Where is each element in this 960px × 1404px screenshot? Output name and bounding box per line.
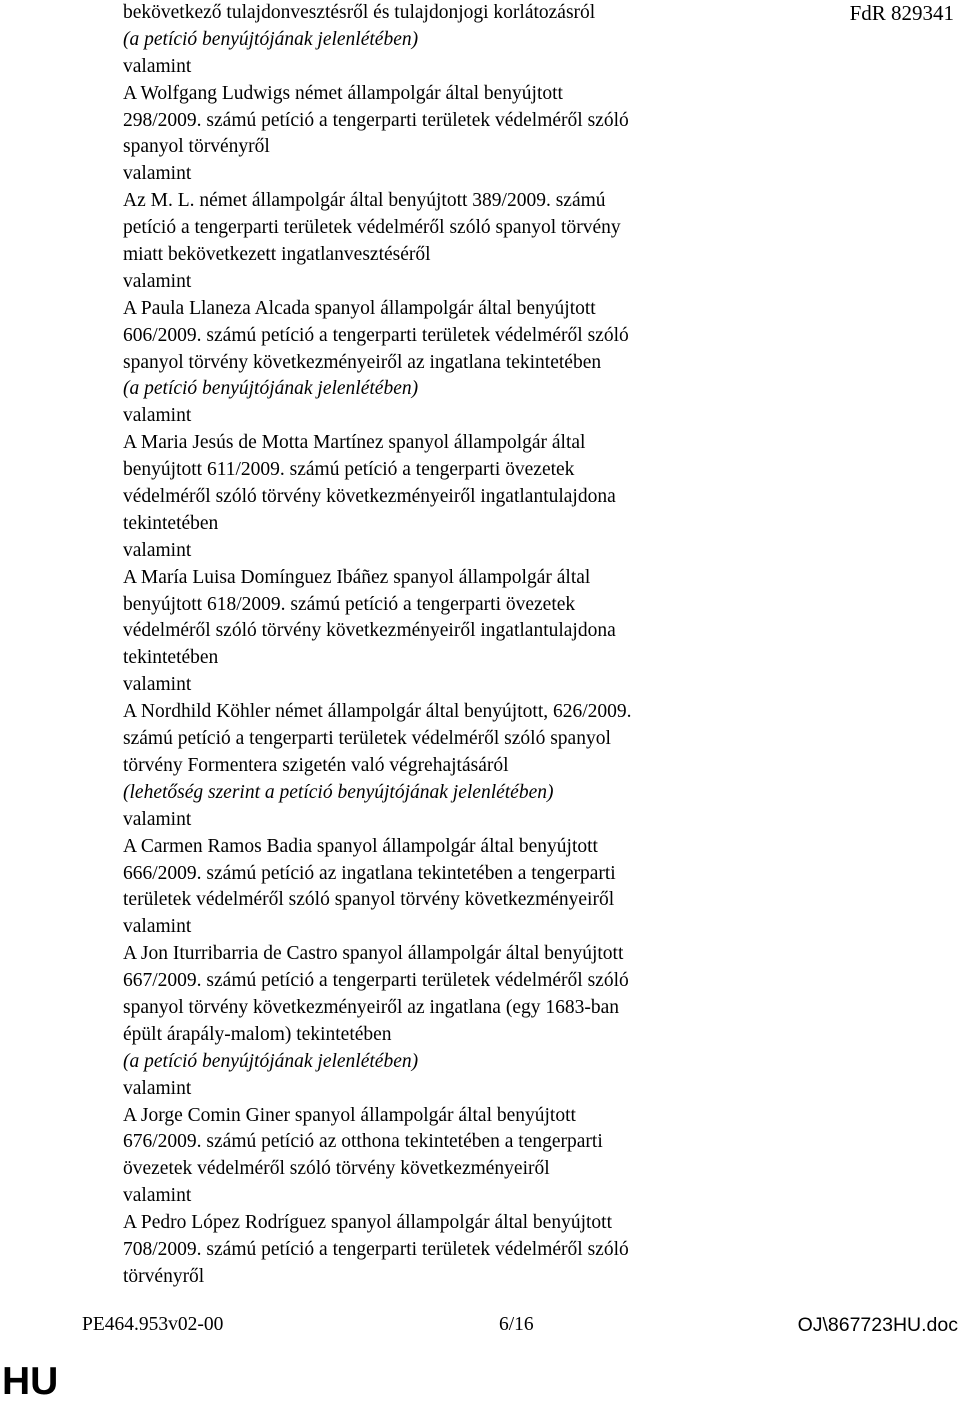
footer-page-number: 6/16 xyxy=(499,1314,534,1335)
body-line: számú petíció a tengerparti területek védelméről szóló spanyol xyxy=(123,728,611,750)
language-code: HU xyxy=(2,1360,59,1403)
body-line: övezetek védelméről szóló törvény következményeiről xyxy=(123,1158,550,1180)
body-line: valamint xyxy=(123,1077,192,1099)
body-line: benyújtott 618/2009. számú petíció a tengerparti övezetek xyxy=(123,593,576,615)
body-line: petíció a tengerparti területek védelméről szóló spanyol törvény xyxy=(123,217,621,239)
body-line: valamint xyxy=(123,1185,192,1207)
body-line: A Pedro López Rodríguez spanyol állampolgár által benyújtott xyxy=(123,1212,613,1234)
body-line: törvényről xyxy=(123,1265,205,1287)
body-line: valamint xyxy=(123,163,192,185)
body-line: Az M. L. német állampolgár által benyújtott 389/2009. számú xyxy=(123,190,606,212)
body-line: területek védelméről szóló spanyol törvény következményeiről xyxy=(123,889,615,911)
italic-note-line: (lehetőség szerint a petíció benyújtójának jelenlétében) xyxy=(123,781,554,803)
body-line: valamint xyxy=(123,539,192,561)
body-line: 606/2009. számú petíció a tengerparti területek védelméről szóló xyxy=(123,324,629,346)
body-line: A María Luisa Domínguez Ibáñez spanyol állampolgár által xyxy=(123,566,591,588)
body-line: valamint xyxy=(123,916,192,938)
body-line: spanyol törvény következményeiről az ingatlana tekintetében xyxy=(123,351,602,373)
body-line: tekintetében xyxy=(123,512,219,534)
body-line: miatt bekövetkezett ingatlanvesztéséről xyxy=(123,244,431,266)
italic-note-line: (a petíció benyújtójának jelenlétében) xyxy=(123,1050,419,1072)
italic-note-line: (a petíció benyújtójának jelenlétében) xyxy=(123,28,419,50)
body-line: valamint xyxy=(123,55,192,77)
italic-note-line: (a petíció benyújtójának jelenlétében) xyxy=(123,378,419,400)
body-line: valamint xyxy=(123,808,192,830)
body-line: valamint xyxy=(123,270,192,292)
body-line: A Carmen Ramos Badia spanyol állampolgár által benyújtott xyxy=(123,835,598,857)
body-line: tekintetében xyxy=(123,647,219,669)
body-line: A Jon Iturribarria de Castro spanyol állampolgár által benyújtott xyxy=(123,943,624,965)
document-body xyxy=(123,0,743,1291)
body-line: 666/2009. számú petíció az ingatlana tekintetében a tengerparti xyxy=(123,862,616,884)
body-line: védelméről szóló törvény következményeiről ingatlantulajdona xyxy=(123,486,616,508)
body-line: védelméről szóló törvény következményeiről ingatlantulajdona xyxy=(123,620,616,642)
document-reference: FdR 829341 xyxy=(849,1,954,25)
footer-doc-code: PE464.953v02-00 xyxy=(82,1314,224,1335)
body-line: A Paula Llaneza Alcada spanyol állampolgár által benyújtott xyxy=(123,297,596,319)
body-line: A Nordhild Köhler német állampolgár által benyújtott, 626/2009. xyxy=(123,701,632,723)
body-line: spanyol törvény következményeiről az ingatlana (egy 1683-ban xyxy=(123,996,619,1018)
body-line: 708/2009. számú petíció a tengerparti területek védelméről szóló xyxy=(123,1238,629,1260)
body-line: benyújtott 611/2009. számú petíció a tengerparti övezetek xyxy=(123,459,575,481)
footer-file-name: OJ\867723HU.doc xyxy=(797,1314,958,1336)
body-line: épült árapály-malom) tekintetében xyxy=(123,1023,392,1045)
body-line: 676/2009. számú petíció az otthona tekintetében a tengerparti xyxy=(123,1131,603,1153)
body-line: A Jorge Comin Giner spanyol állampolgár által benyújtott xyxy=(123,1104,576,1126)
body-line: spanyol törvényről xyxy=(123,136,270,158)
body-line: A Maria Jesús de Motta Martínez spanyol állampolgár által xyxy=(123,432,586,454)
body-line: valamint xyxy=(123,674,192,696)
body-line: A Wolfgang Ludwigs német állampolgár által benyújtott xyxy=(123,82,563,104)
body-line: 667/2009. számú petíció a tengerparti területek védelméről szóló xyxy=(123,970,629,992)
body-line: valamint xyxy=(123,405,192,427)
body-line: bekövetkező tulajdonvesztésről és tulajdonjogi korlátozásról xyxy=(123,2,596,23)
body-line: törvény Formentera szigetén való végrehajtásáról xyxy=(123,754,509,776)
body-line: 298/2009. számú petíció a tengerparti területek védelméről szóló xyxy=(123,109,629,131)
